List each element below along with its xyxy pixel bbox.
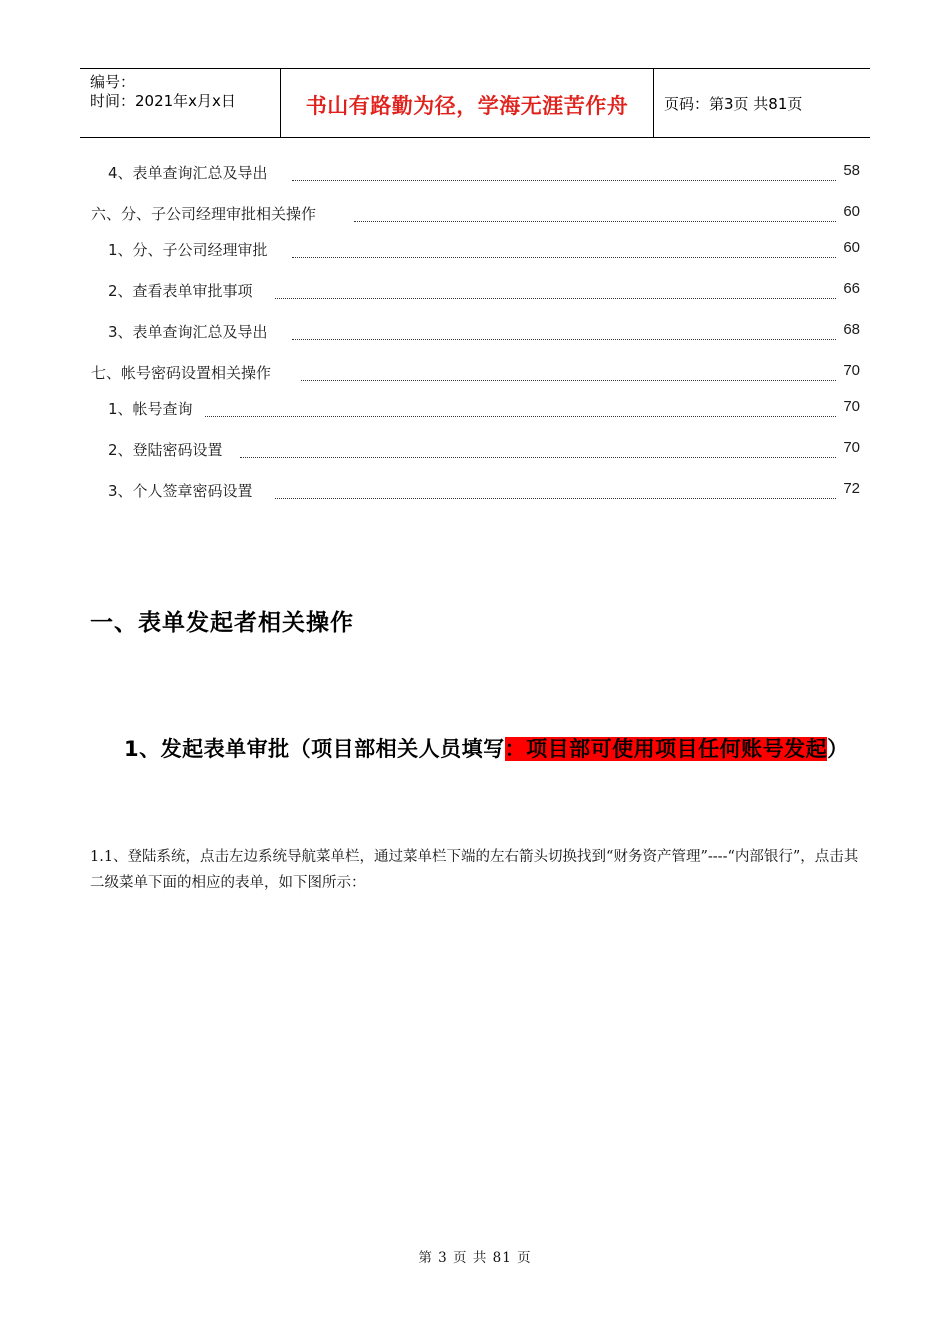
toc-entry-page: 70 [843,362,860,379]
toc-entry[interactable] [0,239,860,261]
toc-entry[interactable] [0,162,860,184]
toc-entry-label: 七、帐号密码设置相关操作 [91,364,272,382]
page-header [80,68,870,138]
toc-dot-leader [240,439,836,458]
toc-entry-page: 58 [843,162,860,179]
header-page-info-cell [654,69,870,137]
toc-entry-label: 2、登陆密码设置 [108,441,223,459]
subsection-heading-text: 1、发起表单审批（项目部相关人员填写 [124,737,505,761]
toc-entry-page: 60 [843,239,860,256]
toc-dot-leader [292,321,836,340]
body-paragraph: 1.1、登陆系统，点击左边系统导航菜单栏，通过菜单栏下端的左右箭头切换找到“财务资产管理”----“内部银行”，点击其二级菜单下面的相应的表单，如下图所示： [90,849,859,891]
toc-entry[interactable] [0,321,860,343]
document-number-label: 编号： [90,73,136,91]
toc-entry-page: 66 [843,280,860,297]
header-motto-cell [281,69,654,137]
toc-entry-label: 2、查看表单审批事项 [108,282,253,300]
toc-dot-leader [354,203,836,222]
subsection-heading-highlight: ：项目部可使用项目任何账号发起 [504,737,828,761]
subsection-heading-end: ） [827,737,849,761]
toc-dot-leader [292,162,836,181]
toc-entry-page: 60 [843,203,860,220]
toc-entry-page: 70 [843,398,860,415]
header-meta [80,69,281,137]
toc-entry[interactable] [0,362,860,384]
toc-entry-label: 1、帐号查询 [108,400,193,418]
toc-entry-page: 72 [843,480,860,497]
toc-dot-leader [292,239,836,258]
page-footer: 第 3 页 共 81 页 [418,1250,532,1266]
toc-entry-label: 4、表单查询汇总及导出 [108,164,268,182]
toc-dot-leader [301,362,836,381]
header-motto: 书山有路勤为径，学海无涯苦作舟 [305,94,629,118]
header-page-info: 页码：第3页 共81页 [664,94,803,113]
section-heading: 一、表单发起者相关操作 [90,610,354,636]
toc-entry[interactable] [0,398,860,420]
toc-entry-label: 1、分、子公司经理审批 [108,241,268,259]
toc-entry[interactable] [0,480,860,502]
toc-entry[interactable] [0,439,860,461]
toc-entry-label: 3、表单查询汇总及导出 [108,323,268,341]
document-date-label: 时间：2021年x月x日 [90,92,236,110]
toc-entry-page: 70 [843,439,860,456]
toc-dot-leader [275,480,836,499]
toc-entry-label: 六、分、子公司经理审批相关操作 [91,205,317,223]
toc-entry-page: 68 [843,321,860,338]
toc-entry[interactable] [0,280,860,302]
subsection-heading [124,720,864,778]
toc-dot-leader [205,398,836,417]
toc-entry[interactable] [0,203,860,225]
toc-entry-label: 3、个人签章密码设置 [108,482,253,500]
toc-dot-leader [275,280,836,299]
